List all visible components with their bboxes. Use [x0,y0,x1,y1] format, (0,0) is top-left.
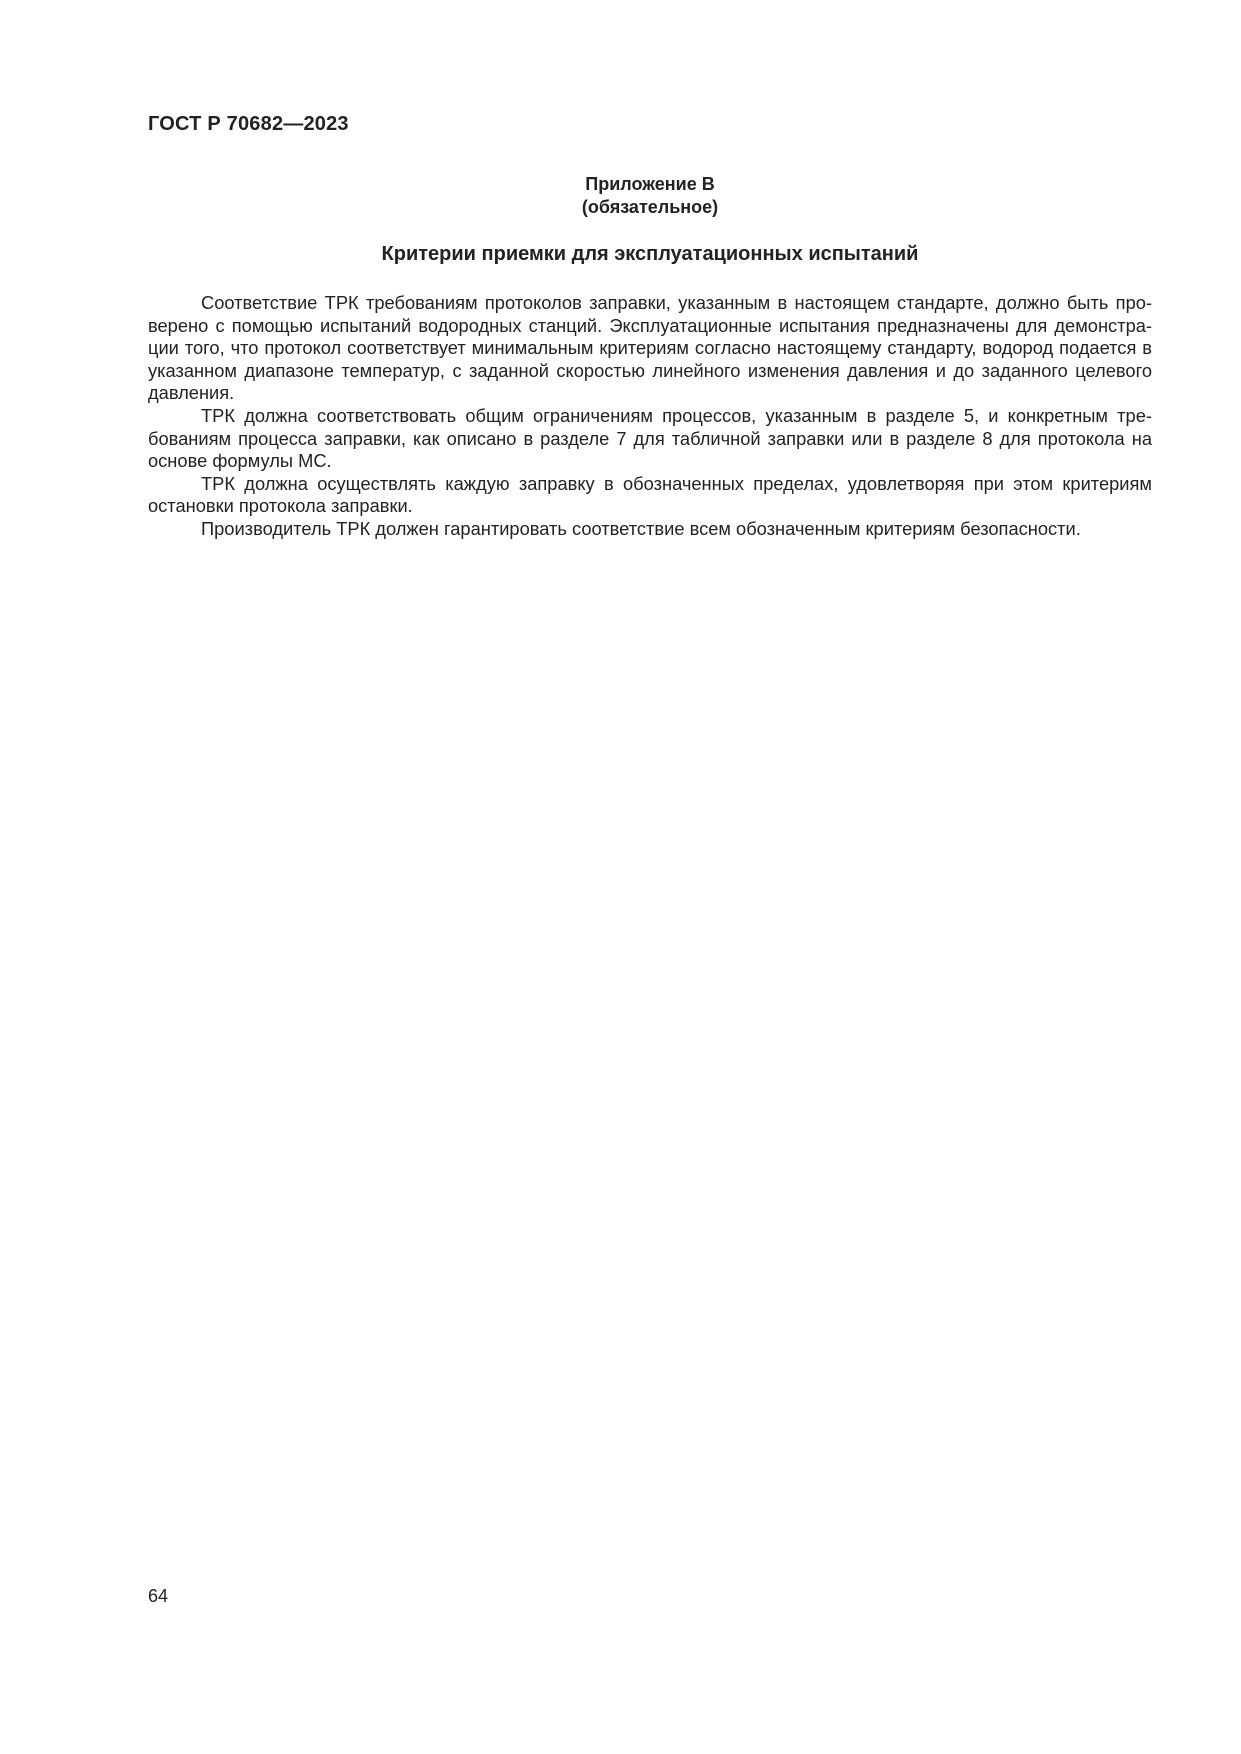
section-title: Критерии приемки для эксплуатационных испытаний [381,243,919,265]
paragraph: Соответствие ТРК требованиям протоколов заправки, указанным в настоящем стандарте, должно быть проверено с помощью испытаний водородных станций. Эксплуатационные испытания предназначены для демонстрации того, что протокол соответствует минимальным критериям согласно настоящему стандарту, водород подается в указанном диапазоне температур, с заданной скоростью линейного изменения давления и до заданного целевого давления. [148,292,1152,404]
paragraph: ТРК должна соответствовать общим ограничениям процессов, указанным в разделе 5, и конкретным требованиям процесса заправки, как описано в разделе 7 для табличной заправки или в разделе 8 для протокола на основе формулы МС. [148,404,1152,472]
paragraph: Производитель ТРК должен гарантировать соответствие всем обозначенным критериям безопасности. [201,517,1081,539]
annex-title: Приложение В [585,174,715,194]
body-text [148,292,1152,541]
annex-heading [148,173,1152,219]
page-number: 64 [148,1586,169,1606]
paragraph: ТРК должна осуществлять каждую заправку в обозначенных пределах, удовлетворяя при этом критериям остановки протокола заправки. [148,472,1152,517]
annex-status: (обязательное) [581,197,719,217]
document-header: ГОСТ Р 70682—2023 [148,113,349,135]
